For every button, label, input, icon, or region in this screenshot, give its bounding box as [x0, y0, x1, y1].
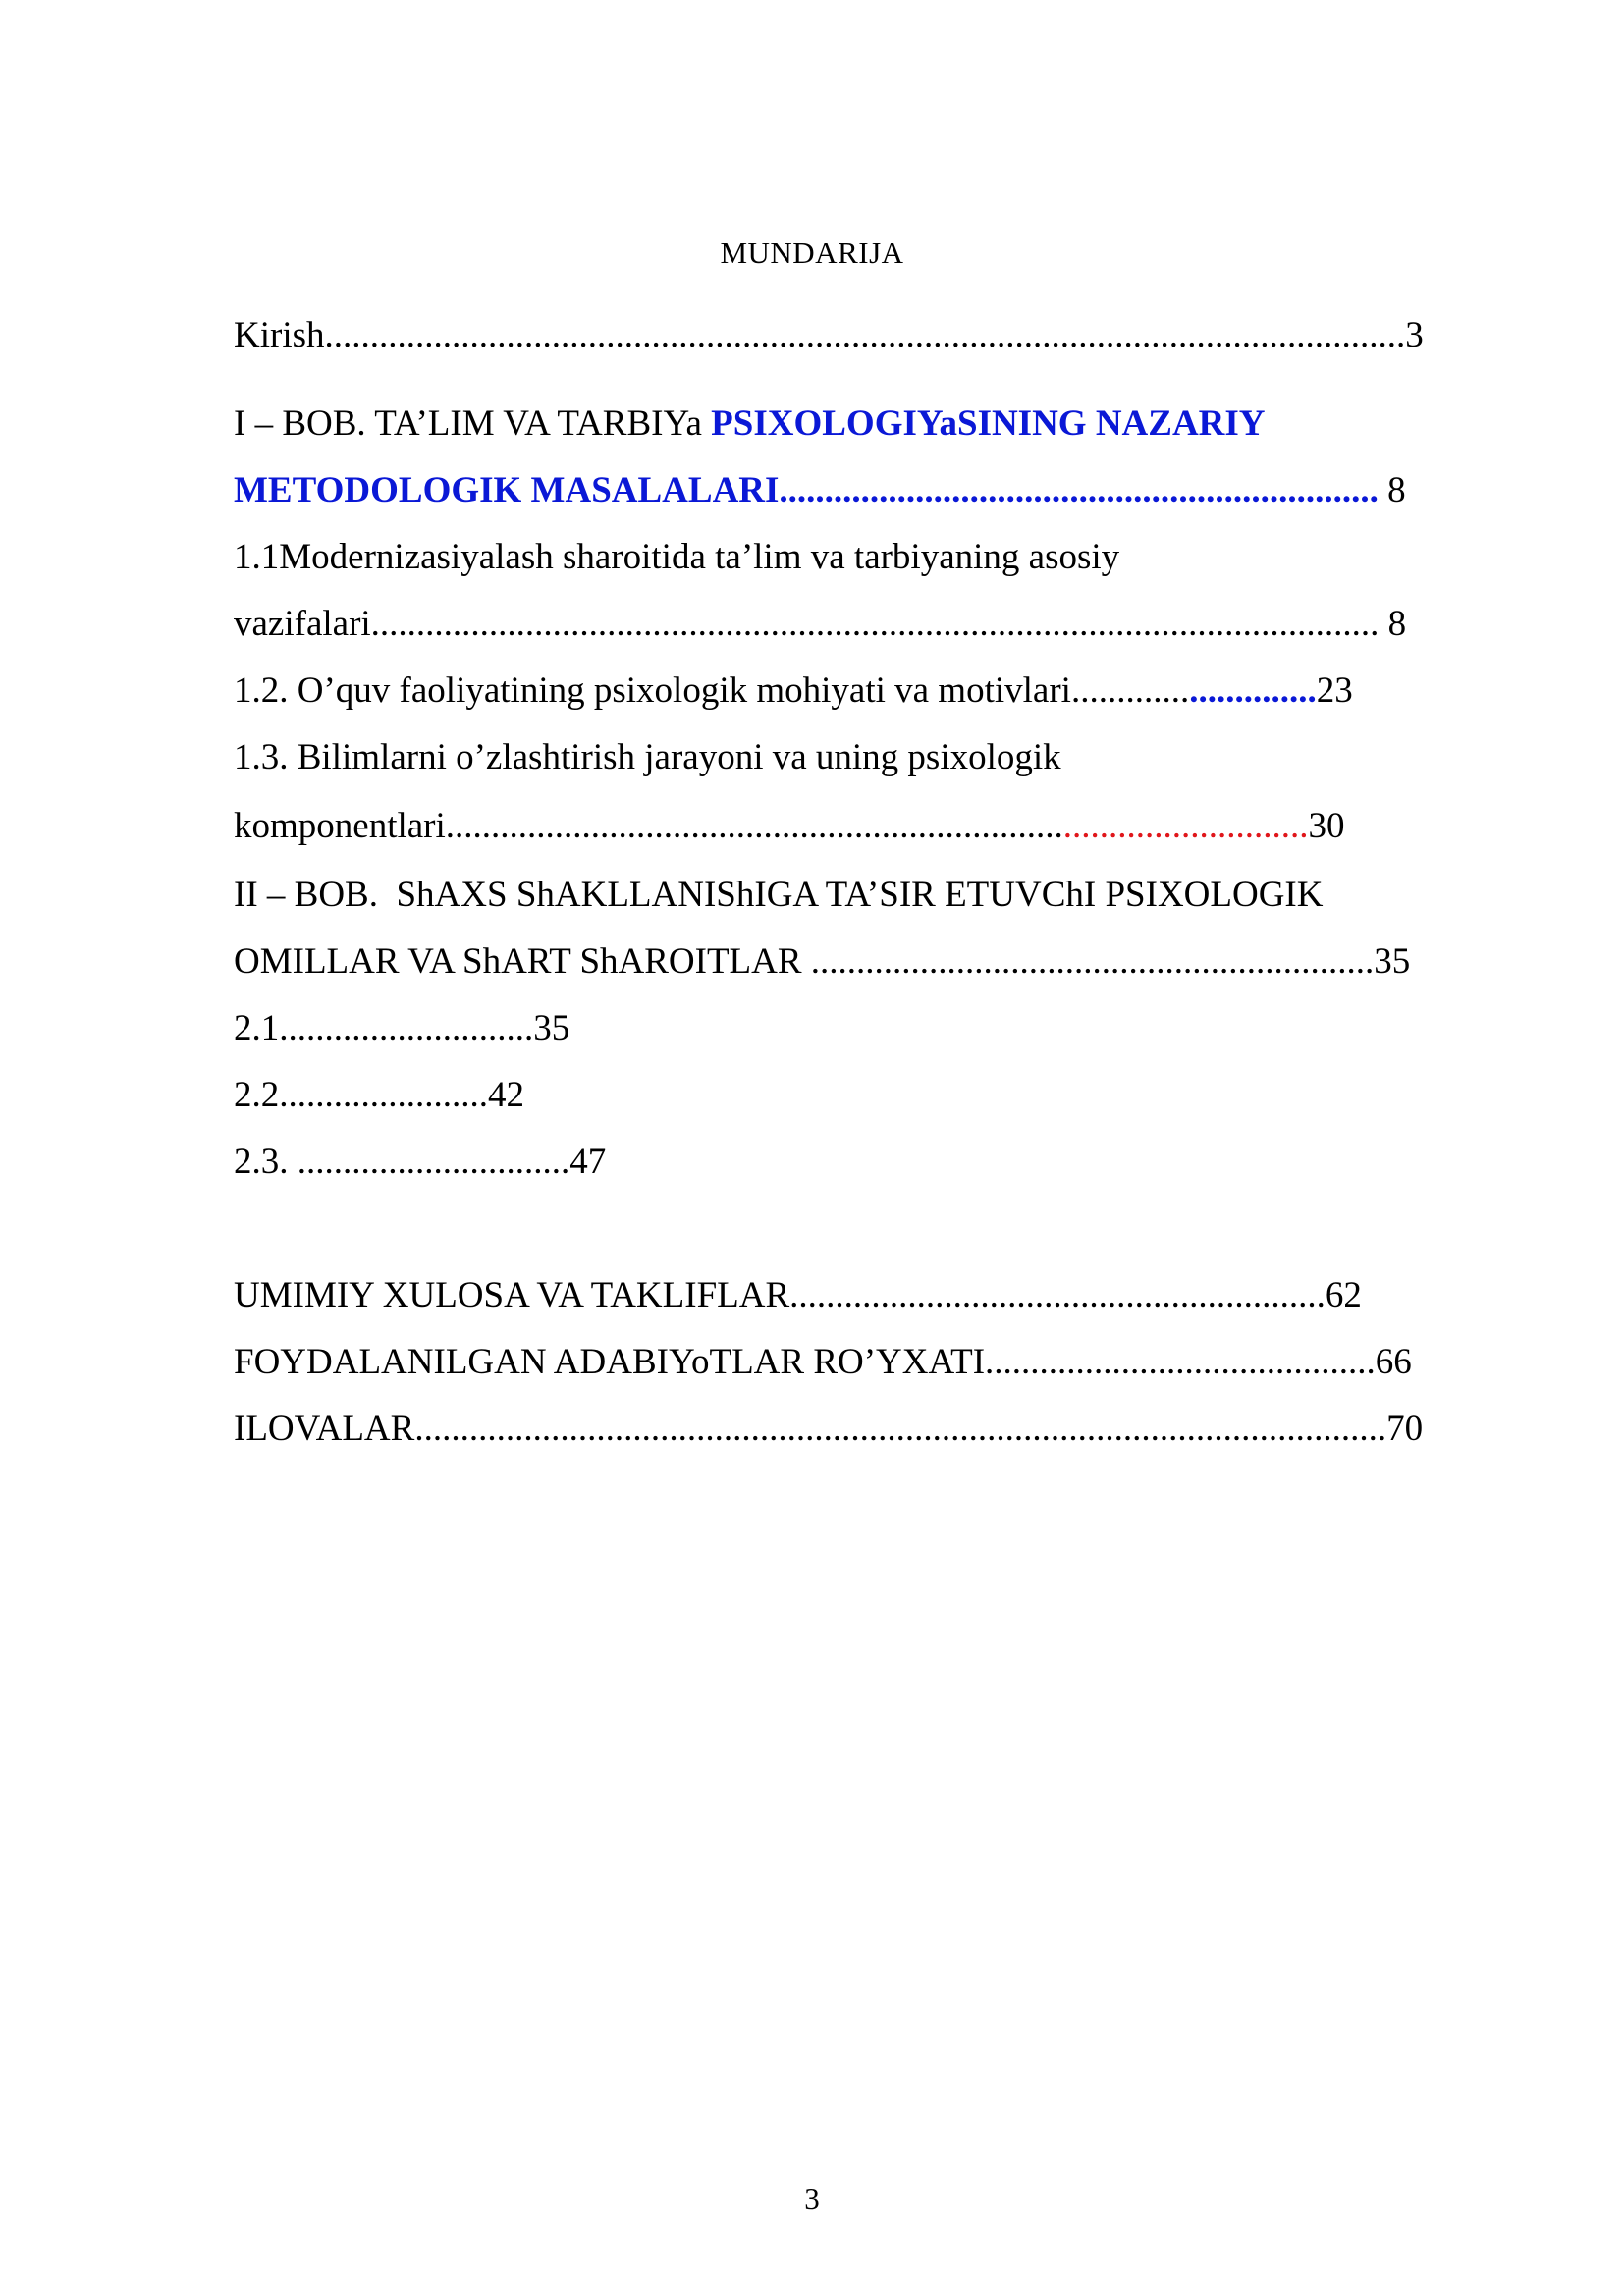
toc-entry-ilovalar: ILOVALAR...........................................................................................................70 [234, 1409, 1424, 1449]
page-number: 3 [804, 2181, 820, 2216]
page-title: MUNDARIJA [720, 236, 904, 270]
toc-entry-bob1-line1 [234, 405, 1266, 442]
toc-entry-xulosa: UMIMIY XULOSA VA TAKLIFLAR...........................................................62 [234, 1275, 1362, 1315]
toc-entry-2-1: 2.1............................35 [234, 1008, 570, 1048]
toc-entry-1-1-line2: vazifalari............................................................................................................... 8 [234, 604, 1407, 644]
toc-entry-adabiyot: FOYDALANILGAN ADABIYoTLAR RO’YXATI...........................................66 [234, 1342, 1412, 1382]
toc-bob1-page: 8 [1378, 470, 1406, 510]
toc-entry-2-2: 2.2.......................42 [234, 1075, 524, 1115]
toc-bob1-prefix: I – BOB. TA’LIM VA TARBIYa [234, 403, 712, 444]
toc-entry-bob2-line1: II – BOB. ShAXS ShAKLLANIShIGA TA’SIR ETUVChI PSIXOLOGIK [234, 875, 1324, 915]
toc-entry-2-3: 2.3. ..............................47 [234, 1142, 607, 1182]
toc-bob1-title-cont: METODOLOGIK MASALALARI.................................................................. [234, 470, 1379, 510]
toc-1-3-leader-red: ........................... [1062, 806, 1309, 846]
toc-entry-1-3-line1: 1.3. Bilimlarni o’zlashtirish jarayoni va uning psixologik [234, 737, 1061, 777]
toc-entry-1-2 [234, 672, 1353, 709]
toc-entry-1-3-line2 [234, 808, 1345, 844]
toc-entry-kirish: Kirish.......................................................................................................................3 [234, 315, 1424, 355]
toc-bob1-title-highlight: PSIXOLOGIYaSINING NAZARIY [711, 403, 1266, 444]
toc-entry-1-1-line1: 1.1Modernizasiyalash sharoitida ta’lim va tarbiyaning asosiy [234, 537, 1120, 577]
toc-1-3-text: komponentlari.................................................................... [234, 806, 1063, 846]
toc-1-2-text: 1.2. O’quv faoliyatining psixologik mohiyati va motivlari............. [234, 670, 1190, 711]
toc-1-2-page: 23 [1316, 670, 1353, 711]
toc-1-3-page: 30 [1308, 806, 1345, 846]
toc-entry-bob2-line2: OMILLAR VA ShART ShAROITLAR ..............................................................35 [234, 941, 1411, 982]
toc-entry-bob1-line2 [234, 472, 1406, 508]
toc-1-2-leader-highlight: .............. [1189, 670, 1317, 711]
